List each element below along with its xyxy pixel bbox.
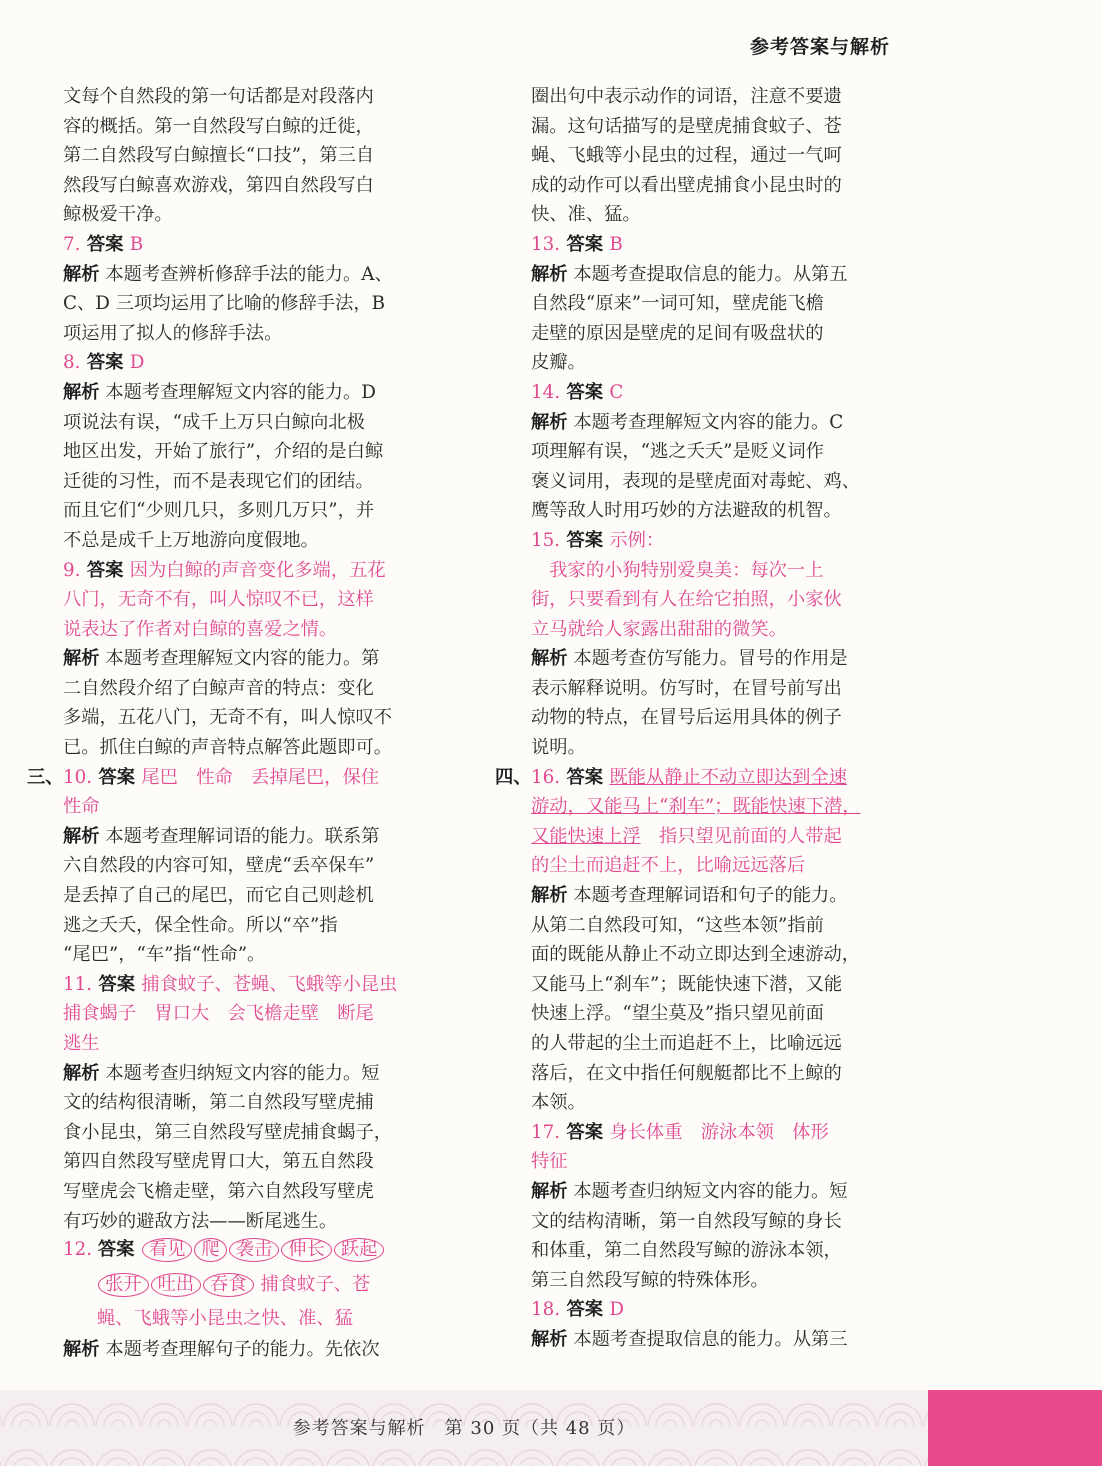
text-line — [531, 970, 893, 1000]
text-line — [531, 526, 893, 556]
text-segment: 走壁的原因是壁虎的足间有吸盘状的 — [531, 322, 824, 344]
text-segment: 表示解释说明。仿写时，在冒号前写出 — [531, 677, 842, 699]
swirl-arc — [0, 1450, 2, 1466]
text-segment: 本题考查提取信息的能力。从第三 — [567, 1328, 848, 1350]
q12-analysis-text: 本题考查理解句子的能力。先依次 — [99, 1339, 380, 1360]
swirl-arc — [840, 1458, 868, 1466]
text-line — [63, 319, 423, 349]
text-segment: 解析 — [63, 825, 100, 847]
text-segment: 快、准、猛。 — [531, 204, 641, 226]
circled-word: 跃起 — [334, 1238, 385, 1262]
text-segment: 已。抓住白鲸的声音特点解答此题即可。 — [63, 737, 393, 759]
text-segment: 多端，五花八门，无奇不有，叫人惊叹不 — [63, 707, 393, 729]
text-segment: “尾巴”，“车”指“性命”。 — [63, 944, 266, 966]
text-line — [531, 674, 893, 704]
circled-word: 伸长 — [281, 1238, 332, 1262]
text-line — [531, 585, 893, 615]
text-segment: 迁徙的习性，而不是表现它们的团结。 — [63, 470, 374, 492]
text-segment: 不总是成千上万地游向度假地。 — [63, 529, 319, 551]
text-line — [531, 467, 893, 497]
text-segment: 第二自然段写白鲸擅长“口技”，第三自 — [63, 145, 375, 167]
text-segment: 因为白鲸的声音变化多端，五花 — [129, 559, 386, 581]
text-line — [531, 289, 893, 319]
text-line — [63, 881, 423, 911]
text-line — [63, 496, 423, 526]
footer-pink-band — [928, 1390, 1102, 1466]
text-segment: 三、 — [27, 766, 64, 788]
text-segment: 答案 — [560, 233, 610, 255]
swirl-arc — [12, 1458, 40, 1466]
text-segment: 项说法有误，“成千上万只白鲸向北极 — [63, 411, 365, 433]
text-segment: 又能马上“刹车”；既能快速下潜，又能 — [531, 973, 843, 995]
q12-row3: 蝇、飞蛾等小昆虫之快、准、猛 — [97, 1308, 353, 1329]
text-segment: 面的既能从静止不动立即达到全速游动， — [531, 944, 861, 966]
text-segment: 答案 — [92, 766, 142, 788]
text-segment: 答案 — [560, 1299, 610, 1321]
text-segment: 答案 — [560, 1121, 610, 1143]
text-segment: 答案 — [92, 973, 142, 995]
text-segment: 尾巴 性命 丢掉尾巴，保住 — [141, 766, 380, 788]
text-segment: 的尘土而追赶不上，比喻远远落后 — [531, 855, 806, 877]
swirl-arc — [794, 1458, 822, 1466]
text-segment: 本题考查理解词语和句子的能力。 — [567, 885, 848, 907]
text-segment: 自然段“原来”一词可知，壁虎能飞檐 — [531, 293, 824, 315]
text-line — [495, 763, 893, 793]
text-segment: 捕食蚊子、苍蝇、飞蛾等小昆虫 — [141, 973, 398, 995]
circled-word: 吐出 — [151, 1273, 202, 1297]
text-line — [63, 674, 423, 704]
swirl-arc — [380, 1458, 408, 1466]
text-line — [63, 585, 423, 615]
text-line — [63, 1177, 423, 1207]
text-line — [63, 526, 423, 556]
text-segment: 鲸极爱干净。 — [63, 204, 173, 226]
swirl-arc — [242, 1458, 270, 1466]
text-line — [531, 230, 893, 260]
text-segment: 文的结构清晰，第一自然段写鲸的身长 — [531, 1210, 842, 1232]
text-segment: 容的概括。第一自然段写白鲸的迁徙， — [63, 115, 374, 137]
text-segment: 17. — [531, 1121, 561, 1143]
swirl-arc — [518, 1458, 546, 1466]
text-segment: B — [609, 233, 623, 255]
text-segment: 文每个自然段的第一句话都是对段落内 — [63, 86, 374, 107]
text-segment: 快速上浮。“望尘莫及”指只望见前面 — [531, 1003, 824, 1025]
text-line — [531, 1325, 893, 1355]
text-line — [531, 556, 893, 586]
text-segment: 褒义词用，表现的是壁虎面对毒蛇、鸡、 — [531, 470, 861, 492]
text-line — [531, 141, 893, 171]
swirl-arc — [886, 1458, 914, 1466]
text-line — [531, 703, 893, 733]
text-segment: 和体重，第二自然段写鲸的游泳本领， — [531, 1240, 842, 1262]
text-segment: 说表达了作者对白鲸的喜爱之情。 — [63, 618, 338, 640]
text-segment: 解析 — [531, 648, 568, 670]
text-line — [531, 1147, 893, 1177]
text-line — [63, 1029, 423, 1059]
q12-analysis — [63, 1335, 433, 1365]
text-segment: 性命 — [63, 796, 100, 818]
text-line — [63, 970, 423, 1000]
text-segment: 我家的小狗特别爱臭美：每次一上 — [531, 559, 824, 581]
left-column — [27, 82, 423, 1236]
text-segment: 项理解有误，“逃之夭夭”是贬义词作 — [531, 441, 824, 463]
text-segment: 答案 — [560, 529, 610, 551]
swirl-arc — [564, 1458, 592, 1466]
text-segment: 从第二自然段可知，“这些本领”指前 — [531, 914, 824, 936]
text-line — [531, 348, 893, 378]
circled-word: 张开 — [98, 1273, 149, 1297]
text-segment: 答案 — [80, 233, 130, 255]
text-segment: D — [609, 1299, 625, 1321]
text-line — [531, 437, 893, 467]
text-segment: 答案 — [560, 381, 610, 403]
swirl-arc — [426, 1458, 454, 1466]
right-column — [495, 82, 893, 1355]
text-segment: 逃生 — [63, 1033, 100, 1054]
text-segment: 鹰等敌人时用巧妙的方法避敌的机智。 — [531, 500, 842, 522]
text-segment: 八门，无奇不有，叫人惊叹不已，这样 — [63, 589, 374, 611]
text-segment: 示例： — [609, 529, 665, 551]
text-segment: 身长体重 游泳本领 体形 — [609, 1121, 829, 1143]
text-line — [531, 644, 893, 674]
text-line — [27, 763, 423, 793]
text-line — [63, 289, 423, 319]
text-segment: 本题考查仿写能力。冒号的作用是 — [567, 648, 848, 670]
swirl-arc — [748, 1458, 776, 1466]
text-line — [63, 200, 423, 230]
circled-word: 爬 — [194, 1238, 226, 1262]
text-line — [63, 1059, 423, 1089]
text-line — [63, 644, 423, 674]
text-segment: 解析 — [531, 1180, 568, 1202]
text-line — [531, 1177, 893, 1207]
text-segment: 落后，在文中指任何舰艇都比不上鲸的 — [531, 1062, 842, 1084]
text-segment: 然段写白鲸喜欢游戏，第四自然段写白 — [63, 174, 374, 196]
text-segment: 指只望见前面的人带起 — [640, 825, 842, 847]
text-segment: 16. — [531, 766, 561, 788]
swirl-arc — [472, 1458, 500, 1466]
q12-number: 12. — [63, 1239, 93, 1260]
text-segment: 15. — [531, 529, 561, 551]
text-segment: 答案 — [80, 559, 130, 581]
text-line — [531, 911, 893, 941]
text-segment: 本题考查辨析修辞手法的能力。A、 — [99, 263, 393, 285]
text-line — [531, 999, 893, 1029]
text-segment: 解析 — [531, 1328, 568, 1350]
text-line — [63, 437, 423, 467]
text-line — [63, 822, 423, 852]
text-line — [63, 733, 423, 763]
text-line — [531, 1266, 893, 1296]
text-line — [531, 822, 893, 852]
text-line — [63, 171, 423, 201]
text-segment: 本题考查归纳短文内容的能力。短 — [99, 1062, 380, 1084]
text-segment: 18. — [531, 1299, 561, 1321]
swirl-arc — [58, 1458, 86, 1466]
text-line — [531, 408, 893, 438]
text-segment: 解析 — [531, 411, 568, 433]
text-segment: 逃之夭夭，保全性命。所以“卒”指 — [63, 914, 338, 936]
q12-row2 — [63, 1267, 433, 1303]
text-segment: 解析 — [531, 885, 568, 907]
text-segment: 成的动作可以看出壁虎捕食小昆虫时的 — [531, 174, 842, 196]
text-segment: C — [609, 381, 624, 403]
text-segment: 捕食蝎子 胃口大 会飞檐走壁 断尾 — [63, 1003, 374, 1025]
text-line — [531, 881, 893, 911]
text-segment: 四、 — [495, 766, 532, 788]
text-line — [63, 1088, 423, 1118]
text-segment: 答案 — [560, 766, 610, 788]
text-segment: 7. — [63, 233, 81, 255]
swirl-arc — [610, 1458, 638, 1466]
text-line — [63, 1118, 423, 1148]
text-line — [63, 703, 423, 733]
text-segment: 本领。 — [531, 1092, 586, 1114]
q12-answer-label: 答案 — [97, 1239, 135, 1260]
text-segment: 写壁虎会飞檐走壁，第六自然段写壁虎 — [63, 1180, 374, 1202]
text-line — [63, 260, 423, 290]
text-segment: 解析 — [63, 381, 100, 403]
text-segment: 解析 — [63, 1062, 100, 1084]
text-line — [531, 1118, 893, 1148]
text-line — [531, 112, 893, 142]
text-line — [531, 733, 893, 763]
text-segment: 10. — [63, 766, 93, 788]
text-line — [531, 496, 893, 526]
text-line — [63, 1207, 423, 1237]
text-segment: 第四自然段写壁虎胃口大，第五自然段 — [63, 1151, 374, 1173]
circled-word: 袭击 — [229, 1238, 280, 1262]
text-line — [531, 1059, 893, 1089]
text-segment: 立马就给人家露出甜甜的微笑。 — [531, 618, 787, 640]
circled-word: 看见 — [142, 1238, 193, 1262]
swirl-arc — [288, 1458, 316, 1466]
swirl-arc — [334, 1458, 362, 1466]
text-segment: 项运用了拟人的修辞手法。 — [63, 322, 283, 344]
text-line — [531, 1029, 893, 1059]
text-segment: 街，只要看到有人在给它拍照，小家伙 — [531, 589, 842, 611]
q12-block — [63, 1233, 433, 1365]
text-segment: 圈出句中表示动作的词语，注意不要遗 — [531, 86, 842, 107]
text-segment: 本题考查提取信息的能力。从第五 — [567, 263, 848, 285]
text-line — [63, 378, 423, 408]
text-segment: 解析 — [531, 263, 568, 285]
text-segment: 13. — [531, 233, 561, 255]
text-segment: C、D 三项均运用了比喻的修辞手法，B — [63, 293, 386, 315]
text-line — [63, 792, 423, 822]
text-segment: 14. — [531, 381, 561, 403]
text-segment: 蝇、飞蛾等小昆虫的过程，通过一气呵 — [531, 145, 842, 167]
text-segment: 二自然段介绍了白鲸声音的特点：变化 — [63, 677, 374, 699]
text-line — [63, 141, 423, 171]
text-segment: 是丢掉了自己的尾巴，而它自己则趁机 — [63, 885, 374, 907]
text-segment: 9. — [63, 559, 81, 581]
text-segment: 又能快速上浮 — [531, 825, 641, 847]
text-segment: 解析 — [63, 648, 100, 670]
text-segment: 六自然段的内容可知，壁虎“丢卒保车” — [63, 855, 375, 877]
text-segment: 8. — [63, 352, 81, 374]
text-line — [63, 556, 423, 586]
text-segment: 本题考查理解短文内容的能力。C — [567, 411, 844, 433]
text-line — [63, 348, 423, 378]
swirl-arc — [656, 1458, 684, 1466]
text-line — [531, 378, 893, 408]
q12-analysis-label: 解析 — [63, 1339, 100, 1360]
circled-word: 吞食 — [203, 1273, 254, 1297]
text-line — [63, 851, 423, 881]
text-segment: 本题考查理解短文内容的能力。D — [99, 381, 376, 403]
text-segment: 本题考查理解词语的能力。联系第 — [99, 825, 380, 847]
text-line — [63, 230, 423, 260]
text-segment: 漏。这句话描写的是壁虎捕食蚊子、苍 — [531, 115, 842, 137]
text-segment: 特征 — [531, 1151, 568, 1173]
text-line — [531, 1236, 893, 1266]
text-line — [531, 171, 893, 201]
swirl-arc — [150, 1458, 178, 1466]
text-segment: 动物的特点，在冒号后运用具体的例子 — [531, 707, 842, 729]
swirl-arc — [702, 1458, 730, 1466]
text-line — [531, 851, 893, 881]
text-line — [531, 200, 893, 230]
text-segment: 既能从静止不动立即达到全速 — [609, 766, 848, 788]
text-segment: B — [129, 233, 144, 255]
text-line — [531, 1088, 893, 1118]
page-footer — [0, 1390, 1102, 1466]
text-line — [531, 940, 893, 970]
text-segment: 文的结构很清晰，第二自然段写壁虎捕 — [63, 1092, 374, 1114]
text-segment: D — [129, 352, 145, 374]
text-segment: 第三自然段写鲸的特殊体形。 — [531, 1269, 769, 1291]
text-line — [531, 82, 893, 112]
page-header-title: 参考答案与解析 — [749, 36, 890, 58]
text-segment: 说明。 — [531, 737, 586, 759]
text-line — [63, 615, 423, 645]
text-line — [63, 408, 423, 438]
swirl-arc — [104, 1458, 132, 1466]
text-segment: 游动，又能马上“刹车”；既能快速下潜， — [531, 796, 861, 818]
text-line — [63, 1147, 423, 1177]
text-segment: 皮瓣。 — [531, 352, 586, 374]
text-line — [531, 319, 893, 349]
text-segment: 的人带起的尘土而追赶不上，比喻远远 — [531, 1033, 842, 1054]
text-segment: 本题考查归纳短文内容的能力。短 — [567, 1180, 848, 1202]
text-line — [63, 467, 423, 497]
q12-row2-tail: 捕食蚊子、苍 — [260, 1274, 371, 1295]
text-segment: 而且它们“少则几只，多则几万只”，并 — [63, 500, 375, 522]
text-line — [531, 1295, 893, 1325]
text-segment: 地区出发，开始了旅行”，介绍的是白鲸 — [63, 441, 384, 463]
text-line — [63, 940, 423, 970]
text-segment: 食小昆虫，第三自然段写壁虎捕食蝎子， — [63, 1121, 393, 1143]
text-line — [531, 792, 893, 822]
text-line — [63, 999, 423, 1029]
text-line — [531, 260, 893, 290]
text-line — [531, 615, 893, 645]
text-segment: 有巧妙的避敌方法——断尾逃生。 — [63, 1210, 338, 1232]
text-segment: 11. — [63, 973, 93, 995]
q12-row1 — [63, 1233, 433, 1267]
text-line — [63, 911, 423, 941]
text-line — [63, 82, 423, 112]
text-segment: 解析 — [63, 263, 100, 285]
footer-page-info: 参考答案与解析 第 30 页（共 48 页） — [292, 1418, 636, 1439]
text-segment: 本题考查理解短文内容的能力。第 — [99, 648, 380, 670]
text-line — [531, 1207, 893, 1237]
swirl-arc — [196, 1458, 224, 1466]
text-line — [63, 112, 423, 142]
text-segment: 答案 — [80, 352, 130, 374]
